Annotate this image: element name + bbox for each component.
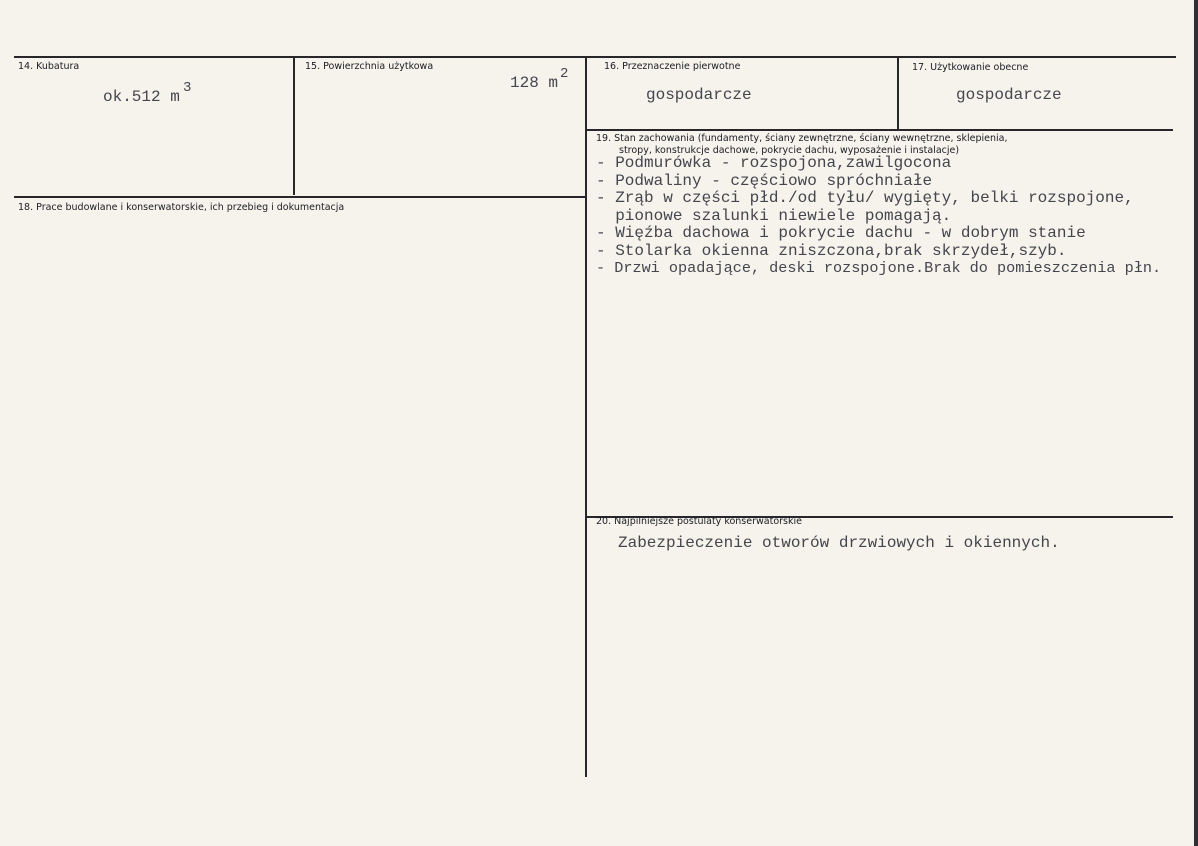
divider-left-right xyxy=(585,57,587,777)
page-edge xyxy=(1194,0,1198,846)
stan-zachowania-line: - Drzwi opadające, deski rozspojone.Brak do pomieszczenia płn. xyxy=(596,259,1162,277)
stan-zachowania-line: - Zrąb w części płd./od tyłu/ wygięty, belki rozspojone, xyxy=(596,189,1134,207)
divider-16-17 xyxy=(897,57,899,129)
stan-zachowania-label-line1: 19. Stan zachowania (fundamenty, ściany zewnętrzne, ściany wewnętrzne, sklepienia, xyxy=(596,133,1008,144)
rule-below-16-17 xyxy=(586,129,1173,131)
powierzchnia-unit-exponent: 2 xyxy=(560,66,569,82)
stan-zachowania-list xyxy=(596,155,1161,278)
powierzchnia-label: 15. Powierzchnia użytkowa xyxy=(305,61,434,72)
kubatura-value: ok.512 m xyxy=(103,88,180,106)
uzytkowanie-value: gospodarcze xyxy=(956,86,1062,104)
stan-zachowania-line: - Podwaliny - częściowo spróchniałe xyxy=(596,171,933,190)
top-rule xyxy=(14,56,1176,58)
divider-14-15 xyxy=(293,57,295,195)
kubatura-unit-exponent: 3 xyxy=(183,80,192,96)
stan-zachowania-line: pionowe szalunki niewiele pomagają. xyxy=(596,206,952,225)
powierzchnia-value: 128 m xyxy=(510,74,559,92)
stan-zachowania-label-line2: stropy, konstrukcje dachowe, pokrycie dachu, wyposażenie i instalacje) xyxy=(619,145,960,156)
prace-budowlane-label: 18. Prace budowlane i konserwatorskie, ich przebieg i dokumentacja xyxy=(18,202,345,213)
rule-below-14-15 xyxy=(14,196,586,198)
przeznaczenie-label: 16. Przeznaczenie pierwotne xyxy=(604,61,741,72)
uzytkowanie-label: 17. Użytkowanie obecne xyxy=(912,62,1029,73)
postulaty-label: 20. Najpilniejsze postulaty konserwatorskie xyxy=(596,516,802,527)
stan-zachowania-line: - Stolarka okienna zniszczona,brak skrzydeł,szyb. xyxy=(596,241,1067,260)
przeznaczenie-value: gospodarcze xyxy=(646,86,752,104)
stan-zachowania-line: - Więźba dachowa i pokrycie dachu - w dobrym stanie xyxy=(596,224,1086,242)
kubatura-label: 14. Kubatura xyxy=(18,61,80,72)
postulaty-value: Zabezpieczenie otworów drzwiowych i okiennych. xyxy=(618,534,1060,552)
stan-zachowania-line: - Podmurówka - rozspojona,zawilgocona xyxy=(596,154,952,172)
